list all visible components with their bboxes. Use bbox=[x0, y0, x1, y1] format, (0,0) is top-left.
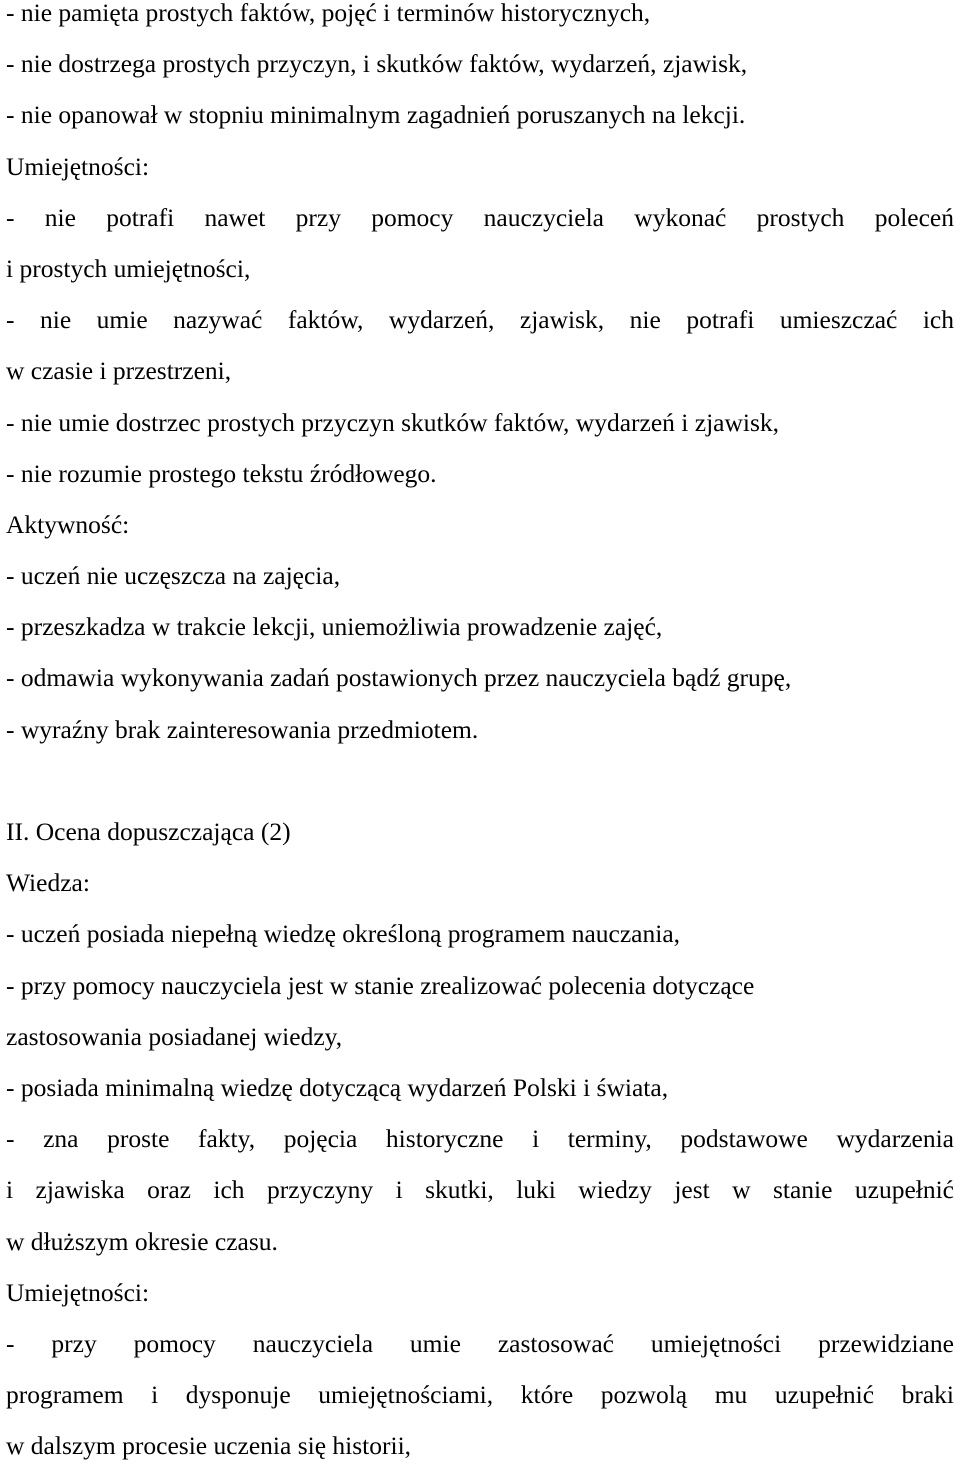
text-line-justified bbox=[6, 1164, 954, 1215]
heading-umiejetnosci: Umiejętności: bbox=[6, 151, 150, 181]
text-line: - nie rozumie prostego tekstu źródłowego. bbox=[6, 458, 437, 488]
text-line: - przy pomocy nauczyciela umie zastosować umiejętności przewidziane bbox=[6, 1328, 954, 1358]
text-line: - posiada minimalną wiedzę dotyczącą wydarzeń Polski i świata, bbox=[6, 1072, 669, 1102]
text-line: - nie opanował w stopniu minimalnym zagadnień poruszanych na lekcji. bbox=[6, 100, 746, 130]
blank-line bbox=[6, 755, 954, 806]
heading-aktywnosc: Aktywność: bbox=[6, 509, 130, 539]
section-title: II. Ocena dopuszczająca (2) bbox=[6, 817, 291, 846]
text-line: - nie potrafi nawet przy pomocy nauczyciela wykonać prostych poleceń bbox=[6, 202, 954, 232]
text-line: programem i dysponuje umiejętnościami, które pozwolą mu uzupełnić braki bbox=[6, 1380, 954, 1410]
text-line: - przeszkadza w trakcie lekcji, uniemożliwia prowadzenie zajęć, bbox=[6, 612, 663, 642]
text-line: - uczeń posiada niepełną wiedzę określoną programem nauczania, bbox=[6, 919, 681, 949]
heading-wiedza: Wiedza: bbox=[6, 868, 90, 898]
text-line: - przy pomocy nauczyciela jest w stanie zrealizować polecenia dotyczące bbox=[6, 970, 755, 1000]
text-line: - uczeń nie uczęszcza na zajęcia, bbox=[6, 561, 341, 591]
text-line: - nie dostrzega prostych przyczyn, i skutków faktów, wydarzeń, zjawisk, bbox=[6, 49, 748, 79]
text-line: w czasie i przestrzeni, bbox=[6, 356, 232, 386]
text-line-justified bbox=[6, 1318, 954, 1369]
text-line: - nie umie nazywać faktów, wydarzeń, zjawisk, nie potrafi umieszczać ich bbox=[6, 305, 954, 335]
text-line: i prostych umiejętności, bbox=[6, 253, 251, 283]
text-line: zastosowania posiadanej wiedzy, bbox=[6, 1021, 343, 1051]
text-line: - nie pamięta prostych faktów, pojęć i terminów historycznych, bbox=[6, 0, 651, 27]
text-line: w dalszym procesie uczenia się historii, bbox=[6, 1431, 412, 1461]
text-line: - wyraźny brak zainteresowania przedmiotem. bbox=[6, 714, 479, 744]
heading-umiejetnosci: Umiejętności: bbox=[6, 1277, 150, 1307]
text-line-justified bbox=[6, 294, 954, 345]
text-line: w dłuższym okresie czasu. bbox=[6, 1226, 278, 1256]
text-line-justified bbox=[6, 192, 954, 243]
text-line: - odmawia wykonywania zadań postawionych przez nauczyciela bądź grupę, bbox=[6, 663, 792, 693]
text-line: - nie umie dostrzec prostych przyczyn skutków faktów, wydarzeń i zjawisk, bbox=[6, 407, 780, 437]
text-line: - zna proste fakty, pojęcia historyczne i terminy, podstawowe wydarzenia bbox=[6, 1124, 954, 1154]
text-line-justified bbox=[6, 1369, 954, 1420]
text-line: i zjawiska oraz ich przyczyny i skutki, luki wiedzy jest w stanie uzupełnić bbox=[6, 1175, 954, 1205]
text-line-justified bbox=[6, 1113, 954, 1164]
